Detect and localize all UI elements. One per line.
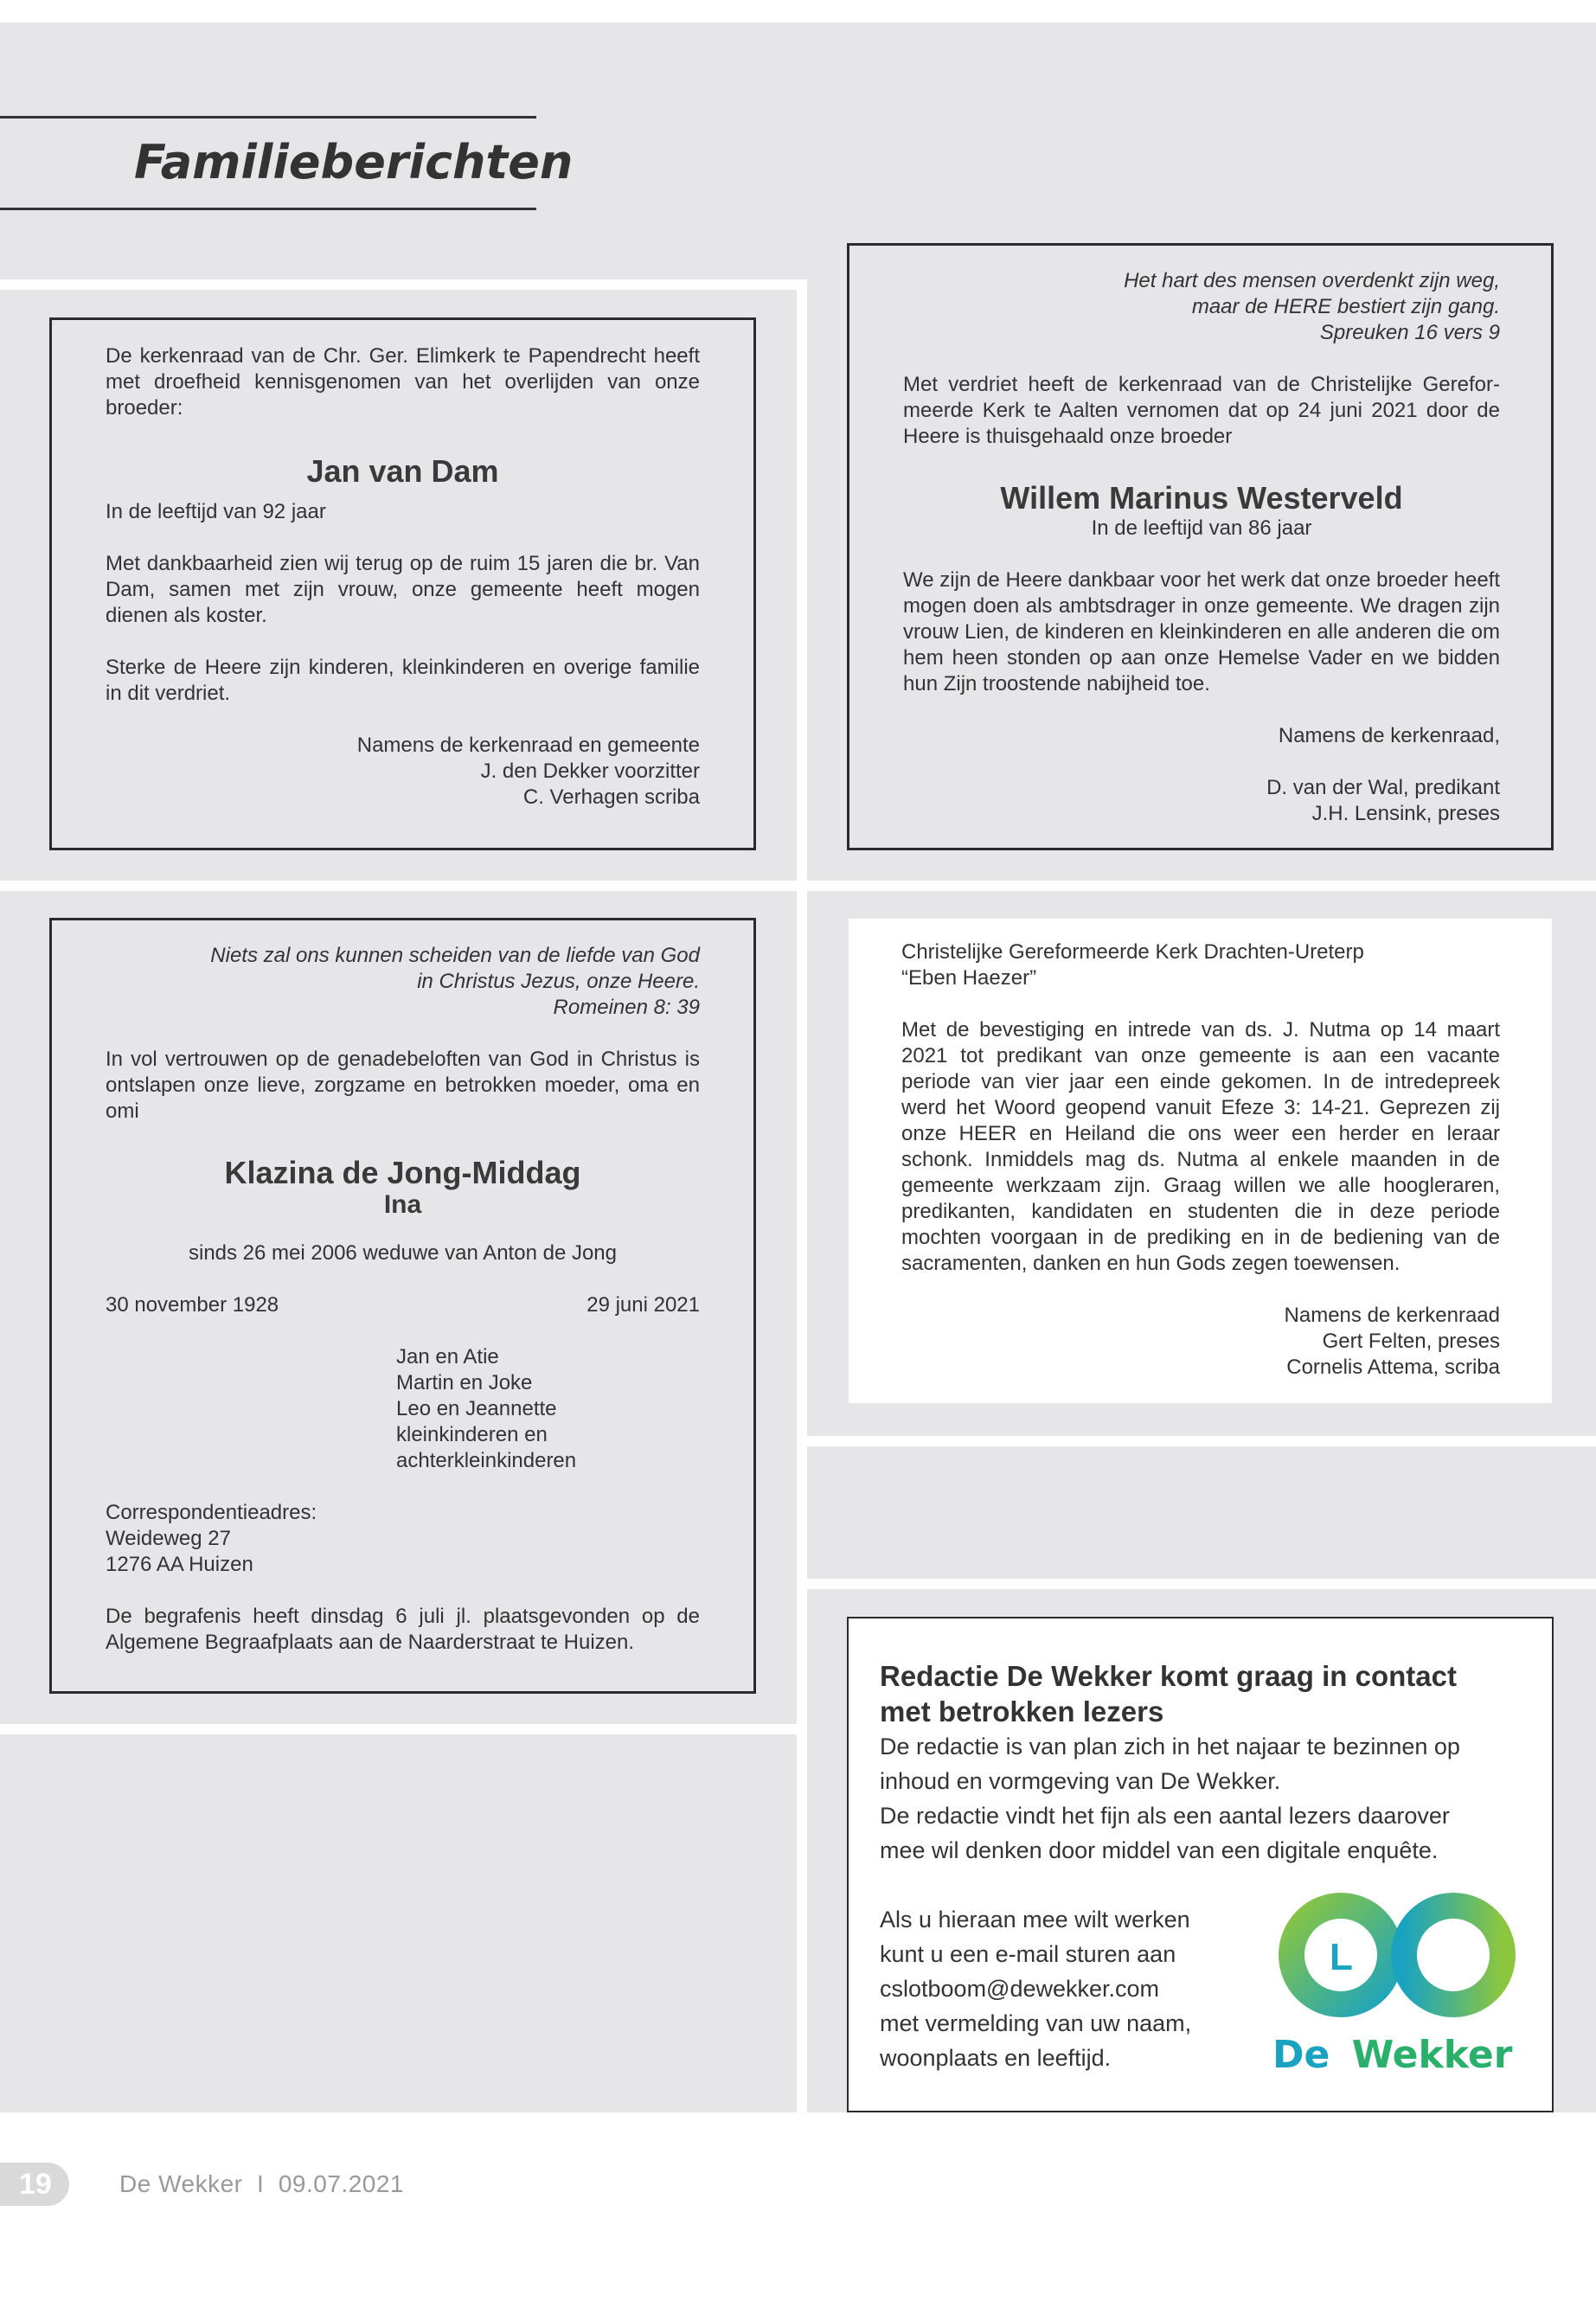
promo-heading: met betrokken lezers bbox=[880, 1695, 1164, 1727]
title-rule-top bbox=[0, 116, 536, 119]
death-date: 29 juni 2021 bbox=[586, 1293, 700, 1317]
age-line: In de leeftijd van 86 jaar bbox=[1091, 516, 1312, 540]
birth-date: 30 november 1928 bbox=[106, 1293, 279, 1317]
family-line: Martin en Joke bbox=[396, 1371, 533, 1394]
signature-line: Gert Felten, preses bbox=[1322, 1330, 1500, 1353]
family-line: Jan en Atie bbox=[396, 1345, 499, 1368]
promo-line: De redactie is van plan zich in het najaar te bezinnen op bbox=[880, 1734, 1460, 1759]
notice-paragraph: Met de bevestiging en intrede van ds. J. Nutma op 14 maart 2021 tot predikant van onze gemeente is aan een vacante periode van vier jaar een einde gekomen. In de intredepreek werd het Woord geopend vanuit Efeze 3: 14-21. Geprezen zij onze HEER en Heiland die ons weer een herder en leraar schonk. Inmiddels mag ds. Nutma al enkele maanden in de gemeente werkzaam zijn. Graag willen we alle hoogleraren, predikanten, kandidaten en studenten die in deze periode mochten voorgaan in de prediking en in de bediening van de sacramenten, danken en hun Gods zegen toewensen. bbox=[901, 1018, 1500, 1275]
deceased-name: Jan van Dam bbox=[306, 453, 499, 489]
notice-drachten-ureterp bbox=[849, 919, 1552, 1403]
promo-heading: Redactie De Wekker komt graag in contact bbox=[880, 1660, 1457, 1692]
notice-intro: In vol vertrouwen op de genadebeloften van God in Christus is ontslapen onze lieve, zorgzame en betrokken moeder, oma en omi bbox=[106, 1048, 700, 1123]
family-line: Leo en Jeannette bbox=[396, 1397, 557, 1420]
promo-line: inhoud en vormgeving van De Wekker. bbox=[880, 1768, 1281, 1794]
publication-line: De Wekker I 09.07.2021 bbox=[119, 2170, 404, 2197]
de-wekker-logo bbox=[1267, 1890, 1527, 2089]
signature-line: Namens de kerkenraad bbox=[1284, 1304, 1500, 1327]
logo-word-wekker: Wekker bbox=[1351, 2033, 1513, 2077]
redactie-contact-box bbox=[847, 1617, 1554, 2112]
funeral-note: De begrafenis heeft dinsdag 6 juli jl. plaatsgevonden op de Algemene Begraafplaats aan de Naarderstraat te Huizen. bbox=[106, 1605, 700, 1654]
page-title: Familieberichten bbox=[134, 135, 574, 189]
contact-line: kunt u een e-mail sturen aan bbox=[880, 1941, 1176, 1967]
correspondence-street: Weideweg 27 bbox=[106, 1527, 231, 1550]
logo-word-de: De bbox=[1272, 2033, 1330, 2077]
bible-quote: in Christus Jezus, onze Heere. bbox=[417, 970, 700, 993]
family-line: achterkleinkinderen bbox=[396, 1449, 577, 1472]
family-list bbox=[106, 1344, 700, 1474]
signature-line: J.H. Lensink, preses bbox=[1311, 802, 1500, 825]
bible-quote: maar de HERE bestiert zijn gang. bbox=[1191, 295, 1500, 318]
notice-intro: De kerkenraad van de Chr. Ger. Elimkerk te Papendrecht heeft met droefheid kennisgenomen van het overlijden van onze broeder: bbox=[106, 344, 700, 420]
church-name: Christelijke Gereformeerde Kerk Drachten-Ureterp bbox=[901, 940, 1364, 964]
bible-reference: Spreuken 16 vers 9 bbox=[1319, 321, 1500, 344]
notice-klazina-de-jong bbox=[49, 918, 756, 1694]
family-line: kleinkinderen en bbox=[396, 1423, 548, 1446]
contact-line: met vermelding van uw naam, bbox=[880, 2010, 1192, 2036]
infinity-logo-icon bbox=[1267, 1890, 1527, 2020]
bible-reference: Romeinen 8: 39 bbox=[553, 996, 700, 1019]
signature-line: C. Verhagen scriba bbox=[522, 785, 700, 809]
widow-line: sinds 26 mei 2006 weduwe van Anton de Jong bbox=[188, 1241, 617, 1265]
contact-line: woonplaats en leeftijd. bbox=[880, 2045, 1112, 2071]
deceased-name: Klazina de Jong-Middag bbox=[224, 1155, 581, 1190]
promo-line: mee wil denken door middel van een digitale enquête. bbox=[880, 1837, 1439, 1863]
page-number: 19 bbox=[19, 2168, 52, 2201]
bible-quote: Niets zal ons kunnen scheiden van de liefde van God bbox=[210, 944, 700, 967]
logo-letter: L bbox=[1330, 1936, 1353, 1978]
logo-wordmark bbox=[1272, 2032, 1532, 2079]
deceased-name: Willem Marinus Westerveld bbox=[1000, 480, 1403, 516]
church-subtitle: “Eben Haezer” bbox=[901, 966, 1037, 990]
promo-line: De redactie vindt het fijn als een aantal lezers daarover bbox=[880, 1803, 1450, 1829]
notice-intro: Met verdriet heeft de kerkenraad van de Christelijke Gereformeerde Kerk te Aalten vernomen dat op 24 juni 2021 door de Heere is thuisgehaald onze broeder bbox=[903, 373, 1500, 448]
notice-paragraph: Sterke de Heere zijn kinderen, kleinkinderen en overige familie in dit verdriet. bbox=[106, 656, 700, 705]
panel-left-bottom bbox=[0, 1734, 797, 2112]
signature-line: Cornelis Attema, scriba bbox=[1286, 1356, 1500, 1379]
page-number-badge bbox=[0, 2163, 69, 2206]
signature-line: Namens de kerkenraad, bbox=[1278, 724, 1500, 747]
notice-jan-van-dam bbox=[49, 317, 756, 850]
dates-row bbox=[106, 1292, 700, 1318]
age-line: In de leeftijd van 92 jaar bbox=[106, 500, 326, 523]
notice-paragraph: We zijn de Heere dankbaar voor het werk dat onze broeder heeft mogen doen als ambtsdrager in onze gemeente. We dragen zijn vrouw Lien, de kinderen en kleinkinderen en alle anderen die om hem heen stonden op aan onze Hemelse Vader en we bidden hun Zijn troostende nabijheid toe. bbox=[903, 568, 1500, 695]
contact-line: Als u hieraan mee wilt werken bbox=[880, 1907, 1190, 1932]
notice-willem-westerveld bbox=[847, 243, 1554, 850]
correspondence-label: Correspondentieadres: bbox=[106, 1501, 317, 1524]
bible-quote: Het hart des mensen overdenkt zijn weg, bbox=[1124, 269, 1500, 292]
title-rule-bottom bbox=[0, 208, 536, 210]
signature-line: Namens de kerkenraad en gemeente bbox=[356, 734, 700, 757]
signature-line: D. van der Wal, predikant bbox=[1266, 776, 1500, 799]
panel-right-filler bbox=[807, 1446, 1596, 1579]
correspondence-city: 1276 AA Huizen bbox=[106, 1553, 253, 1576]
contact-email[interactable]: cslotboom@dewekker.com bbox=[880, 1976, 1160, 2002]
signature-line: J. den Dekker voorzitter bbox=[480, 760, 700, 783]
notice-paragraph: Met dankbaarheid zien wij terug op de ruim 15 jaren die br. Van Dam, samen met zijn vrouw, onze gemeente heeft mogen dienen als koster. bbox=[106, 552, 700, 627]
deceased-nickname: Ina bbox=[383, 1190, 422, 1219]
